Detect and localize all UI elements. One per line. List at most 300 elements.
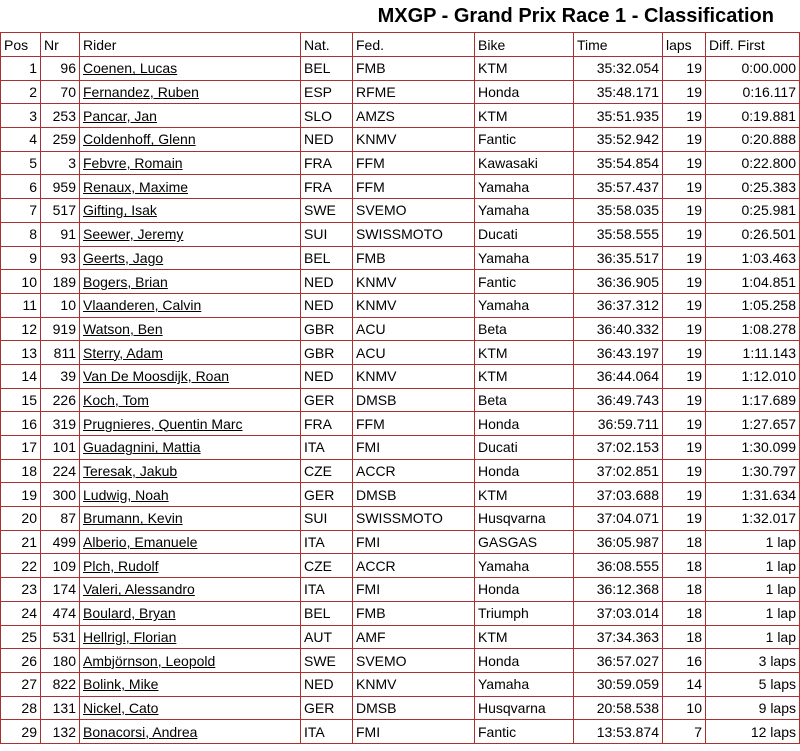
cell-bike: Ducati [475,222,574,246]
cell-fed: FFM [353,175,475,199]
table-row [1,104,800,128]
cell-time: 35:52.942 [574,128,663,152]
cell-fed: ACU [353,317,475,341]
cell-laps: 19 [663,317,706,341]
cell-bike: Yamaha [475,293,574,317]
cell-nat: SUI [301,222,353,246]
cell-diff-first: 3 laps [706,649,800,673]
cell-bike: KTM [475,364,574,388]
table-row [1,649,800,673]
cell-nat: FRA [301,412,353,436]
cell-bike: Yamaha [475,246,574,270]
cell-nat: GER [301,696,353,720]
cell-nat: BEL [301,246,353,270]
cell-laps: 14 [663,672,706,696]
cell-time: 36:43.197 [574,341,663,365]
cell-pos: 15 [1,388,41,412]
column-header-laps: laps [663,33,706,57]
cell-rider [80,625,301,649]
cell-fed: AMZS [353,104,475,128]
rider-link[interactable]: Koch, Tom [83,391,149,408]
cell-bike: Triumph [475,601,574,625]
cell-time: 36:12.368 [574,578,663,602]
cell-pos: 5 [1,151,41,175]
cell-laps: 19 [663,270,706,294]
table-row [1,483,800,507]
cell-fed: KNMV [353,364,475,388]
rider-link[interactable]: Ludwig, Noah [83,486,169,503]
cell-bike: Husqvarna [475,696,574,720]
table-row [1,412,800,436]
cell-nr: 96 [41,57,80,81]
cell-time: 30:59.059 [574,672,663,696]
cell-fed: DMSB [353,483,475,507]
column-header-bike: Bike [475,33,574,57]
cell-nr: 226 [41,388,80,412]
cell-laps: 19 [663,364,706,388]
cell-pos: 25 [1,625,41,649]
cell-time: 36:40.332 [574,317,663,341]
cell-nr: 517 [41,199,80,223]
cell-nat: GBR [301,341,353,365]
cell-pos: 21 [1,530,41,554]
cell-diff-first: 1 lap [706,530,800,554]
cell-fed: FMB [353,246,475,270]
rider-link[interactable]: Renaux, Maxime [83,178,189,195]
cell-pos: 11 [1,293,41,317]
cell-bike: Honda [475,649,574,673]
table-row [1,175,800,199]
cell-nr: 39 [41,364,80,388]
cell-pos: 8 [1,222,41,246]
cell-rider [80,80,301,104]
cell-nr: 131 [41,696,80,720]
cell-bike: Ducati [475,436,574,460]
cell-bike: Yamaha [475,199,574,223]
rider-link[interactable]: Brumann, Kevin [83,510,183,527]
cell-nr: 499 [41,530,80,554]
cell-rider [80,720,301,744]
cell-nr: 93 [41,246,80,270]
cell-pos: 23 [1,578,41,602]
table-row [1,151,800,175]
cell-pos: 3 [1,104,41,128]
cell-pos: 24 [1,601,41,625]
cell-diff-first: 1:30.797 [706,459,800,483]
cell-bike: KTM [475,104,574,128]
cell-diff-first: 1:03.463 [706,246,800,270]
column-header-time: Time [574,33,663,57]
cell-fed: FMI [353,578,475,602]
cell-diff-first: 0:16.117 [706,80,800,104]
cell-bike: Kawasaki [475,151,574,175]
cell-nr: 87 [41,507,80,531]
cell-nr: 180 [41,649,80,673]
cell-nr: 919 [41,317,80,341]
table-row [1,128,800,152]
cell-rider [80,151,301,175]
rider-link[interactable]: Nickel, Cato [83,699,159,716]
cell-rider [80,436,301,460]
table-row [1,696,800,720]
cell-bike: Yamaha [475,554,574,578]
cell-nat: CZE [301,554,353,578]
cell-fed: SWISSMOTO [353,222,475,246]
cell-fed: FMB [353,601,475,625]
cell-diff-first: 0:26.501 [706,222,800,246]
cell-fed: FMI [353,530,475,554]
cell-rider [80,270,301,294]
cell-nr: 253 [41,104,80,128]
rider-link[interactable]: Watson, Ben [83,320,163,337]
cell-pos: 10 [1,270,41,294]
rider-link[interactable]: Fernandez, Ruben [83,84,199,101]
cell-nat: AUT [301,625,353,649]
cell-diff-first: 1:12.010 [706,364,800,388]
column-header-nat: Nat. [301,33,353,57]
cell-nat: SWE [301,649,353,673]
cell-nr: 224 [41,459,80,483]
page-title: MXGP - Grand Prix Race 1 - Classification [377,5,774,27]
cell-bike: Yamaha [475,672,574,696]
cell-nat: SUI [301,507,353,531]
cell-diff-first: 0:20.888 [706,128,800,152]
cell-laps: 18 [663,625,706,649]
cell-nat: BEL [301,601,353,625]
cell-diff-first: 1 lap [706,601,800,625]
cell-time: 35:58.035 [574,199,663,223]
rider-link[interactable]: Gifting, Isak [83,202,157,219]
cell-pos: 18 [1,459,41,483]
cell-nat: ITA [301,436,353,460]
table-row [1,80,800,104]
cell-diff-first: 9 laps [706,696,800,720]
cell-time: 35:58.555 [574,222,663,246]
cell-nr: 822 [41,672,80,696]
cell-fed: ACU [353,341,475,365]
cell-nat: GBR [301,317,353,341]
cell-fed: FMI [353,720,475,744]
cell-laps: 19 [663,104,706,128]
table-row [1,625,800,649]
rider-link[interactable]: Valeri, Alessandro [83,581,195,598]
cell-rider [80,672,301,696]
cell-pos: 14 [1,364,41,388]
cell-time: 36:59.711 [574,412,663,436]
cell-diff-first: 0:19.881 [706,104,800,128]
table-row [1,364,800,388]
cell-nr: 101 [41,436,80,460]
cell-time: 35:57.437 [574,175,663,199]
cell-nat: CZE [301,459,353,483]
cell-time: 35:32.054 [574,57,663,81]
cell-pos: 2 [1,80,41,104]
cell-time: 36:08.555 [574,554,663,578]
cell-laps: 19 [663,199,706,223]
cell-laps: 7 [663,720,706,744]
cell-bike: Honda [475,80,574,104]
cell-laps: 19 [663,341,706,365]
table-row [1,222,800,246]
cell-fed: FFM [353,151,475,175]
rider-link[interactable]: Hellrigl, Florian [83,628,177,645]
cell-nr: 259 [41,128,80,152]
cell-bike: Honda [475,412,574,436]
cell-time: 37:03.014 [574,601,663,625]
table-row [1,199,800,223]
cell-fed: KNMV [353,293,475,317]
cell-nr: 174 [41,578,80,602]
cell-laps: 19 [663,412,706,436]
cell-diff-first: 1:04.851 [706,270,800,294]
table-row [1,341,800,365]
table-row [1,507,800,531]
cell-time: 36:57.027 [574,649,663,673]
cell-rider [80,317,301,341]
rider-link[interactable]: Boulard, Bryan [83,605,176,622]
cell-fed: DMSB [353,388,475,412]
cell-fed: AMF [353,625,475,649]
rider-link[interactable]: Bogers, Brian [83,273,168,290]
cell-rider [80,507,301,531]
table-header-row [1,33,800,57]
cell-diff-first: 1:31.634 [706,483,800,507]
rider-link[interactable]: Bolink, Mike [83,676,159,693]
table-row [1,554,800,578]
cell-nr: 811 [41,341,80,365]
cell-bike: KTM [475,341,574,365]
cell-pos: 13 [1,341,41,365]
cell-laps: 18 [663,554,706,578]
cell-diff-first: 0:00.000 [706,57,800,81]
cell-nr: 959 [41,175,80,199]
cell-pos: 1 [1,57,41,81]
cell-rider [80,364,301,388]
cell-time: 35:48.171 [574,80,663,104]
cell-time: 37:34.363 [574,625,663,649]
cell-bike: Yamaha [475,175,574,199]
cell-nat: FRA [301,151,353,175]
cell-time: 37:03.688 [574,483,663,507]
cell-nr: 91 [41,222,80,246]
cell-laps: 19 [663,507,706,531]
cell-nr: 300 [41,483,80,507]
table-row [1,601,800,625]
rider-link[interactable]: Febvre, Romain [83,155,183,172]
cell-pos: 19 [1,483,41,507]
cell-rider [80,104,301,128]
cell-rider [80,175,301,199]
cell-time: 36:37.312 [574,293,663,317]
column-header-diff-first: Diff. First [706,33,800,57]
rider-link[interactable]: Ambjörnson, Leopold [83,652,216,669]
cell-laps: 16 [663,649,706,673]
cell-nat: SWE [301,199,353,223]
cell-laps: 19 [663,293,706,317]
cell-diff-first: 1:05.258 [706,293,800,317]
table-row [1,246,800,270]
cell-fed: KNMV [353,270,475,294]
cell-time: 20:58.538 [574,696,663,720]
cell-nat: BEL [301,57,353,81]
cell-fed: FMI [353,436,475,460]
cell-diff-first: 0:25.981 [706,199,800,223]
rider-link[interactable]: Van De Moosdijk, Roan [83,368,230,385]
cell-fed: RFME [353,80,475,104]
cell-pos: 16 [1,412,41,436]
rider-link[interactable]: Coenen, Lucas [83,60,178,77]
cell-pos: 26 [1,649,41,673]
cell-diff-first: 1 lap [706,554,800,578]
rider-link[interactable]: Geerts, Jago [83,249,164,266]
cell-nat: NED [301,672,353,696]
cell-diff-first: 1:08.278 [706,317,800,341]
cell-rider [80,696,301,720]
cell-nr: 109 [41,554,80,578]
cell-nat: SLO [301,104,353,128]
cell-laps: 18 [663,601,706,625]
cell-time: 35:54.854 [574,151,663,175]
cell-fed: SWISSMOTO [353,507,475,531]
cell-pos: 17 [1,436,41,460]
cell-diff-first: 12 laps [706,720,800,744]
cell-nr: 132 [41,720,80,744]
cell-fed: ACCR [353,554,475,578]
cell-nat: GER [301,483,353,507]
cell-rider [80,246,301,270]
cell-pos: 20 [1,507,41,531]
classification-rows [1,57,800,744]
cell-nr: 70 [41,80,80,104]
rider-link[interactable]: Sterry, Adam [83,344,163,361]
cell-time: 35:51.935 [574,104,663,128]
cell-rider [80,128,301,152]
cell-nat: NED [301,128,353,152]
cell-laps: 19 [663,436,706,460]
cell-laps: 18 [663,578,706,602]
cell-pos: 27 [1,672,41,696]
cell-laps: 19 [663,80,706,104]
cell-bike: GASGAS [475,530,574,554]
cell-fed: DMSB [353,696,475,720]
rider-link[interactable]: Bonacorsi, Andrea [83,723,198,740]
rider-link[interactable]: Teresak, Jakub [83,463,178,480]
column-header-fed: Fed. [353,33,475,57]
cell-nr: 3 [41,151,80,175]
table-row [1,317,800,341]
table-row [1,530,800,554]
cell-rider [80,388,301,412]
rider-link[interactable]: Coldenhoff, Glenn [83,131,196,148]
cell-nat: NED [301,293,353,317]
cell-pos: 9 [1,246,41,270]
cell-fed: ACCR [353,459,475,483]
classification-table [0,32,800,744]
cell-rider [80,530,301,554]
cell-diff-first: 1:27.657 [706,412,800,436]
cell-bike: Fantic [475,270,574,294]
cell-time: 36:36.905 [574,270,663,294]
cell-laps: 19 [663,57,706,81]
cell-diff-first: 1:32.017 [706,507,800,531]
column-header-nr: Nr [41,33,80,57]
cell-time: 13:53.874 [574,720,663,744]
cell-pos: 7 [1,199,41,223]
cell-rider [80,412,301,436]
cell-nr: 474 [41,601,80,625]
rider-link[interactable]: Vlaanderen, Calvin [83,297,202,314]
cell-diff-first: 1 lap [706,578,800,602]
cell-fed: SVEMO [353,649,475,673]
rider-link[interactable]: Guadagnini, Mattia [83,439,201,456]
table-row [1,388,800,412]
cell-rider [80,483,301,507]
cell-bike: KTM [475,625,574,649]
cell-diff-first: 1 lap [706,625,800,649]
cell-laps: 19 [663,459,706,483]
cell-rider [80,578,301,602]
rider-link[interactable]: Alberio, Emanuele [83,534,198,551]
cell-rider [80,649,301,673]
rider-link[interactable]: Plch, Rudolf [83,557,159,574]
cell-time: 36:35.517 [574,246,663,270]
cell-fed: KNMV [353,672,475,696]
cell-time: 37:02.153 [574,436,663,460]
cell-fed: FFM [353,412,475,436]
rider-link[interactable]: Seewer, Jeremy [83,226,184,243]
cell-pos: 22 [1,554,41,578]
column-header-pos: Pos [1,33,41,57]
cell-laps: 19 [663,246,706,270]
cell-nat: GER [301,388,353,412]
cell-laps: 19 [663,388,706,412]
cell-fed: KNMV [353,128,475,152]
rider-link[interactable]: Pancar, Jan [83,107,157,124]
cell-time: 36:49.743 [574,388,663,412]
cell-laps: 19 [663,128,706,152]
cell-bike: KTM [475,483,574,507]
rider-link[interactable]: Prugnieres, Quentin Marc [83,415,243,432]
cell-bike: Honda [475,578,574,602]
cell-diff-first: 5 laps [706,672,800,696]
cell-pos: 4 [1,128,41,152]
cell-nat: FRA [301,175,353,199]
cell-diff-first: 0:25.383 [706,175,800,199]
cell-time: 36:05.987 [574,530,663,554]
cell-time: 37:02.851 [574,459,663,483]
cell-bike: Beta [475,317,574,341]
cell-nr: 189 [41,270,80,294]
cell-laps: 18 [663,530,706,554]
cell-bike: Husqvarna [475,507,574,531]
cell-bike: Honda [475,459,574,483]
table-row [1,57,800,81]
cell-laps: 10 [663,696,706,720]
cell-diff-first: 1:17.689 [706,388,800,412]
cell-rider [80,57,301,81]
column-header-rider: Rider [80,33,301,57]
cell-pos: 6 [1,175,41,199]
cell-nat: NED [301,270,353,294]
cell-pos: 28 [1,696,41,720]
cell-bike: Fantic [475,128,574,152]
cell-laps: 19 [663,222,706,246]
table-row [1,720,800,744]
table-row [1,293,800,317]
cell-nat: ITA [301,578,353,602]
cell-rider [80,293,301,317]
cell-rider [80,601,301,625]
